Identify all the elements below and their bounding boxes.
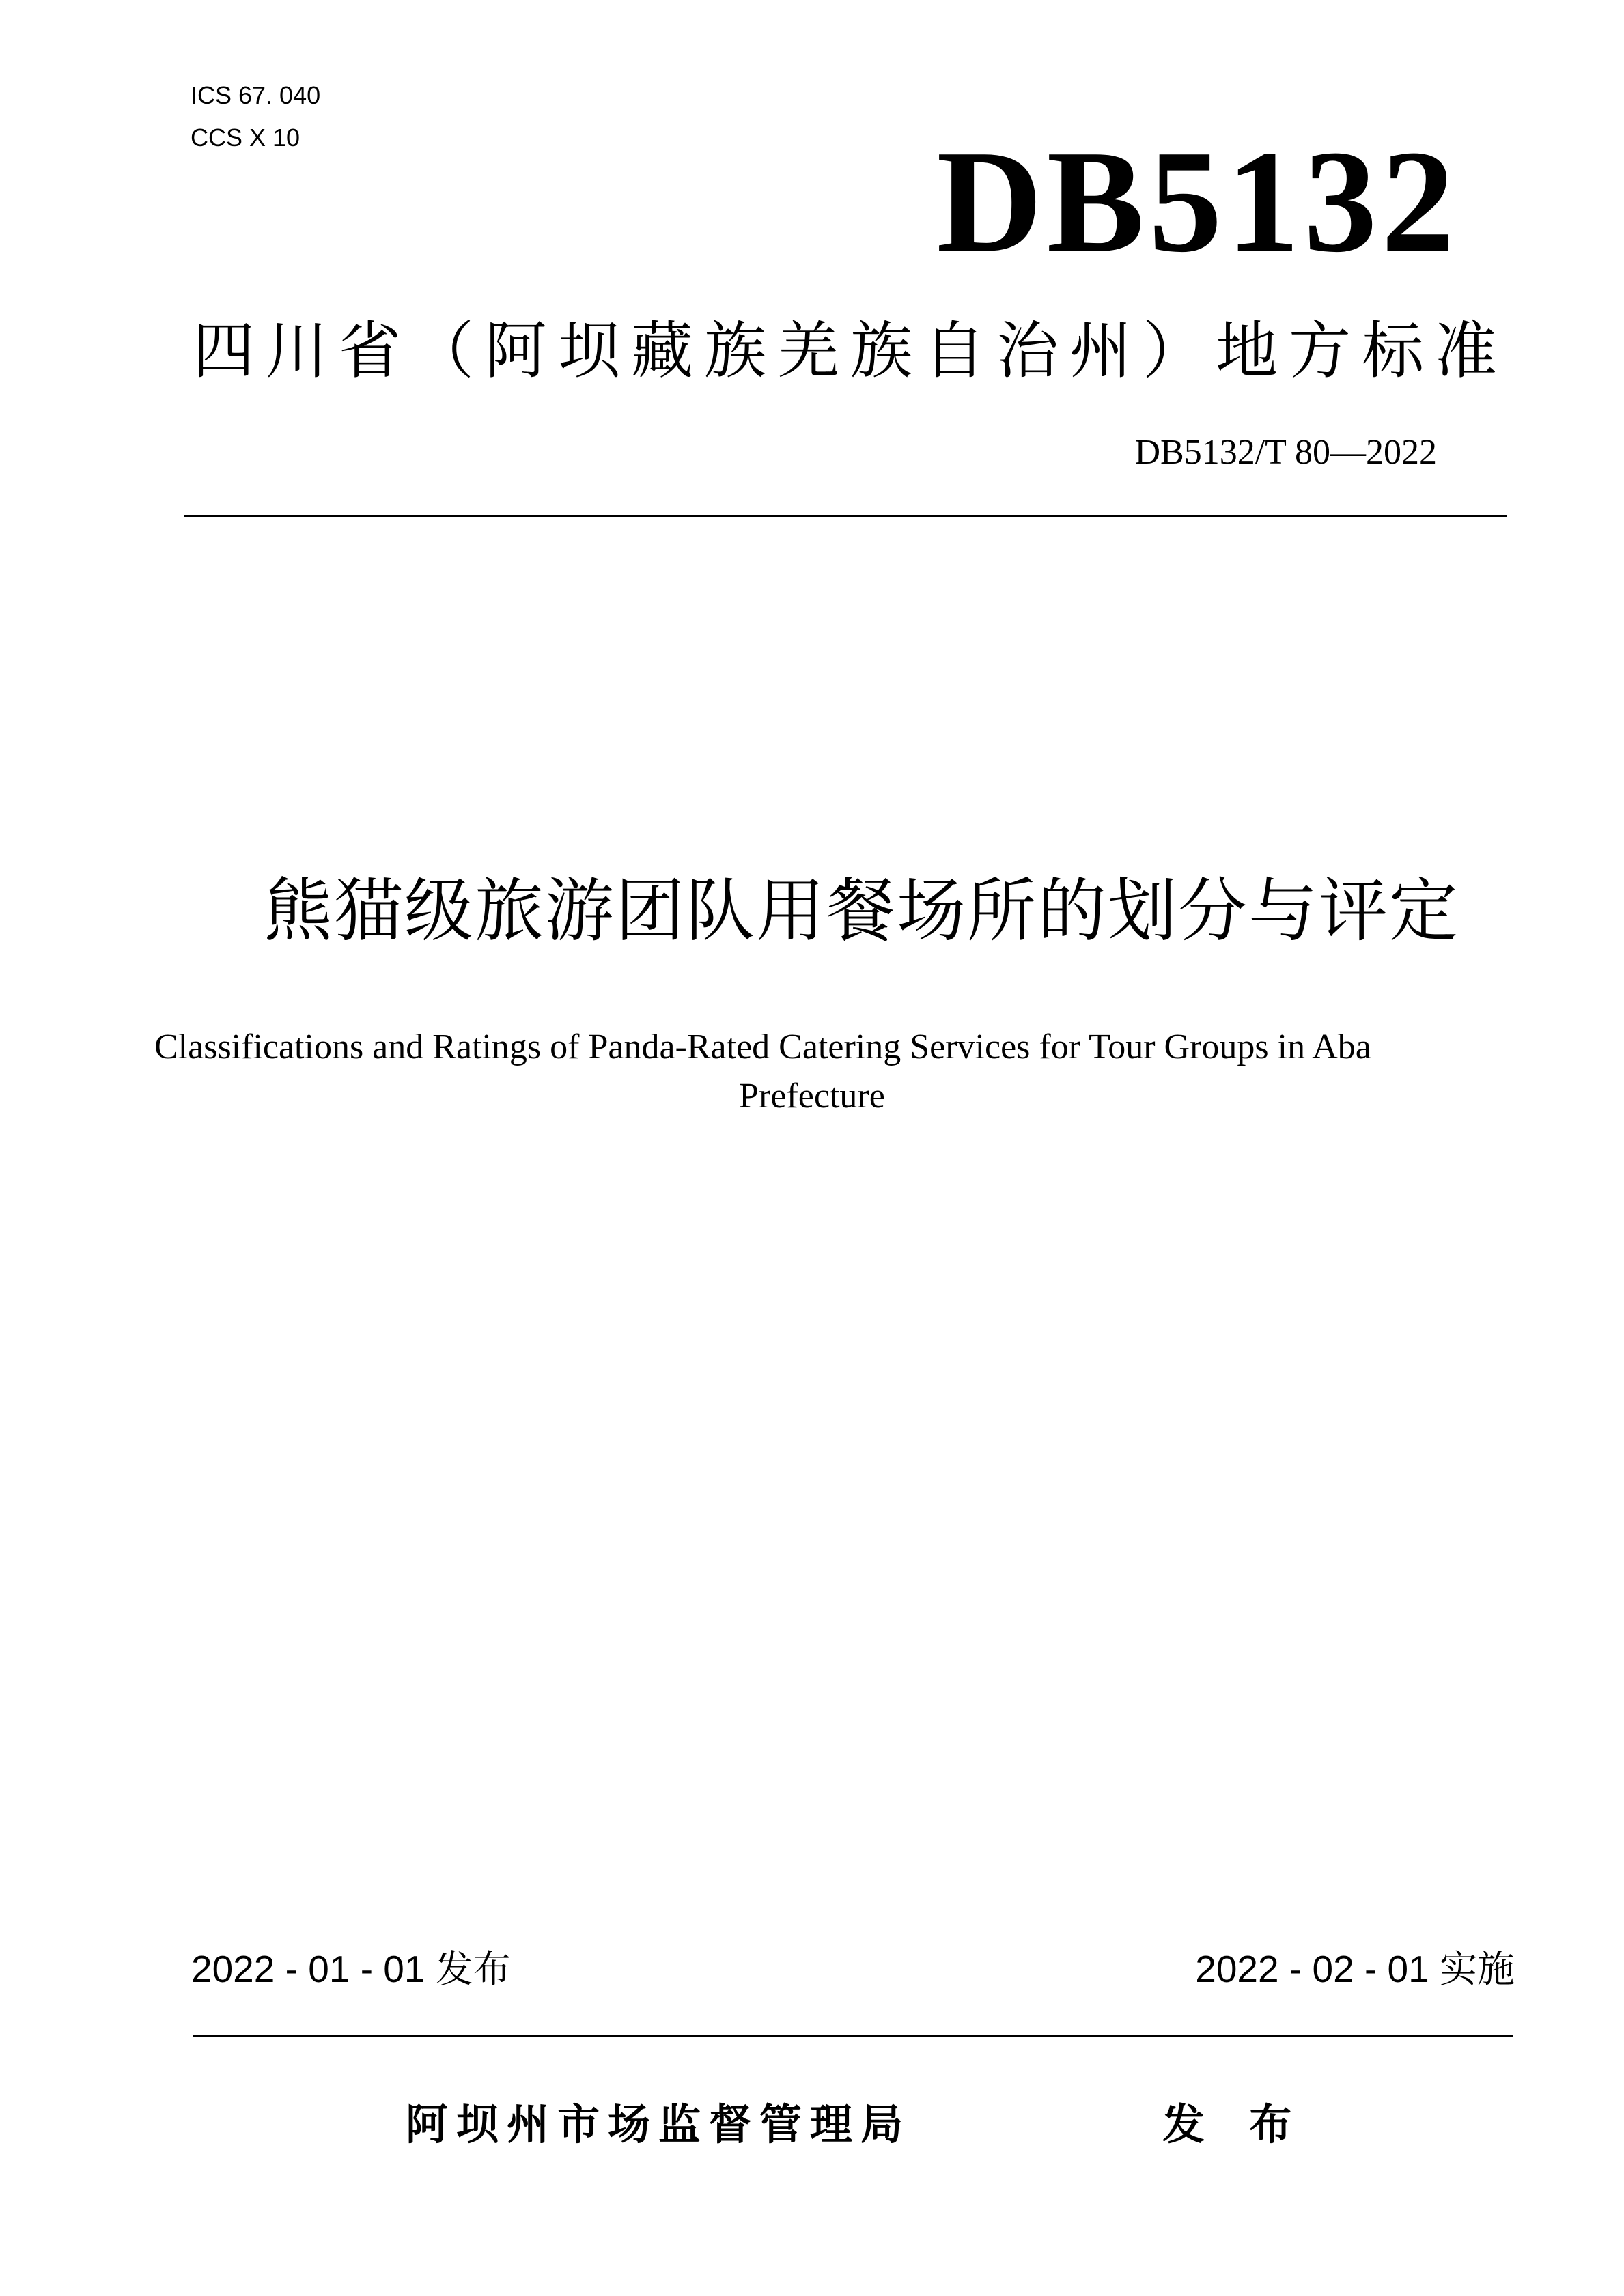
english-title-line-1: Classifications and Ratings of Panda-Rated Catering Services for Tour Groups in Aba [154,1027,1371,1066]
ics-code: ICS 67. 040 [191,81,321,109]
issue-date: 2022 - 01 - 01 发布 [191,1948,511,1990]
standard-code: DB5132 [936,119,1459,283]
top-divider [184,515,1507,517]
ccs-code: CCS X 10 [191,124,300,152]
standard-number: DB5132/T 80—2022 [1134,433,1437,472]
english-title-line-2: Prefecture [739,1077,885,1116]
implementation-date: 2022 - 02 - 01 实施 [1195,1948,1515,1990]
publish-label: 发 布 [1162,2101,1308,2149]
bottom-divider [193,2035,1513,2037]
english-title [0,1023,1624,1121]
issuing-authority: 阿坝州市场监督管理局 [406,2101,912,2149]
chinese-title: 熊猫级旅游团队用餐场所的划分与评定 [264,873,1460,950]
standard-type: 四川省（阿坝藏族羌族自治州）地方标准 [193,317,1509,386]
